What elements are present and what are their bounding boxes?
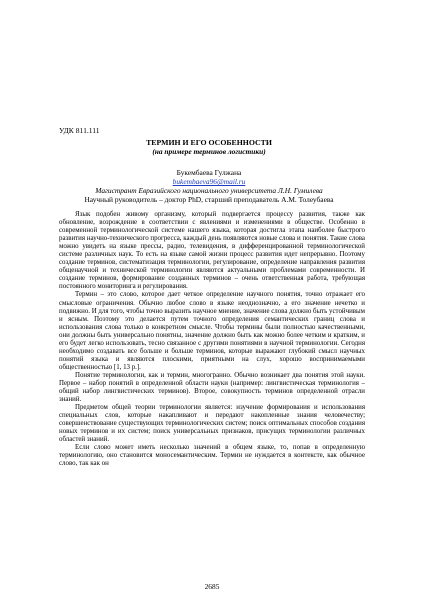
udc-code: УДК 811.111	[59, 126, 100, 135]
page-number: 2685	[204, 582, 220, 591]
author-affiliation: Магистрант Евразийского национального университета Л.Н. Гумилева	[95, 186, 323, 195]
paragraph: Язык подобен живому организму, который подвергается процессу развития, также как обновление, возрождение в соответствии с явлениями и изменениями в обществе. Особенно в современной терминологической системе нашего языка, которая достигла этапа наиболее быстрого развития научно-технического прогресса, каждый день появляются новые слова и понятия. Такие слова можно увидеть на языке прессы, радио, телевидения, в дифференцированной терминологической системе различных наук. То есть на языке самой жизни процесс развития идет непрерывно. Поэтому создание терминов, систематизация терминологии, регулирование, определение направления развития общенаучной и технической терминологии являются актуальными проблемами современности. И создание терминов, формирование созданных терминов – очень ответственная работа, требующая постоянного мониторинга и регулирования.	[59, 211, 365, 291]
author-email-link[interactable]: bukembaeva96@mail.ru	[172, 177, 246, 186]
author-name: Букембаева Гулжана	[176, 168, 242, 177]
article-title: ТЕРМИН И ЕГО ОСОБЕННОСТИ	[146, 138, 272, 147]
article-subtitle: (на примере терминов логистики)	[152, 147, 266, 156]
scientific-advisor: Научный руководитель – доктор PhD, старший преподаватель А.М. Толеубаева	[84, 195, 334, 204]
paragraph: Если слово может иметь несколько значений в общем языке, то, попав в определенную терминологию, оно становится моносемантическим. Термин не нуждается в контексте, как обычное слово, так как он	[59, 444, 365, 468]
article-body	[59, 211, 365, 469]
paragraph: Понятие терминологии, как и термин, многогранно. Обычно возникает два понятия этой науки. Первое – набор понятий в определенной области науки (например: лингвистическая терминология – общий набор лингвистических терминов). Второе, совокупность терминов определенной отрасли знаний.	[59, 371, 365, 404]
paragraph: Предметом общей теории терминологии является: изучение формирования и использования специальных слов, которые накапливают и передают накопленные знания человечеству; совершенствование существующих терминологических систем; поиск оптимальных способов создания новых терминов и их систем; поиск универсальных признаков, присущих терминологии различных областей знаний.	[59, 404, 365, 444]
paragraph: Термин – это слово, которое дает четкое определение научного понятия, точно отражает его смысловые ограничения. Обычно любое слово в языке неоднозначно, а его значение нечетко и подвижно. И для того, чтобы точно выразить научное мнение, значение слова должно быть устойчивым и ясным. Поэтому это делается путем точного определения семантических границ слова и использования слова только в конкретном смысле. Чтобы термины были полностью качественными, они должны быть универсально понятны, значение должно быть как можно более четким и кратким, и его будет легко использовать, тесно связанное с другими понятиями в научной терминологии. Сегодня необходимо создавать все больше и больше терминов, которые выражают глубокий смысл научных понятий языка и являются плоскими, приятными на слух, хорошо воспринимаемыми общественностью [1, 13 р.].	[59, 291, 365, 371]
